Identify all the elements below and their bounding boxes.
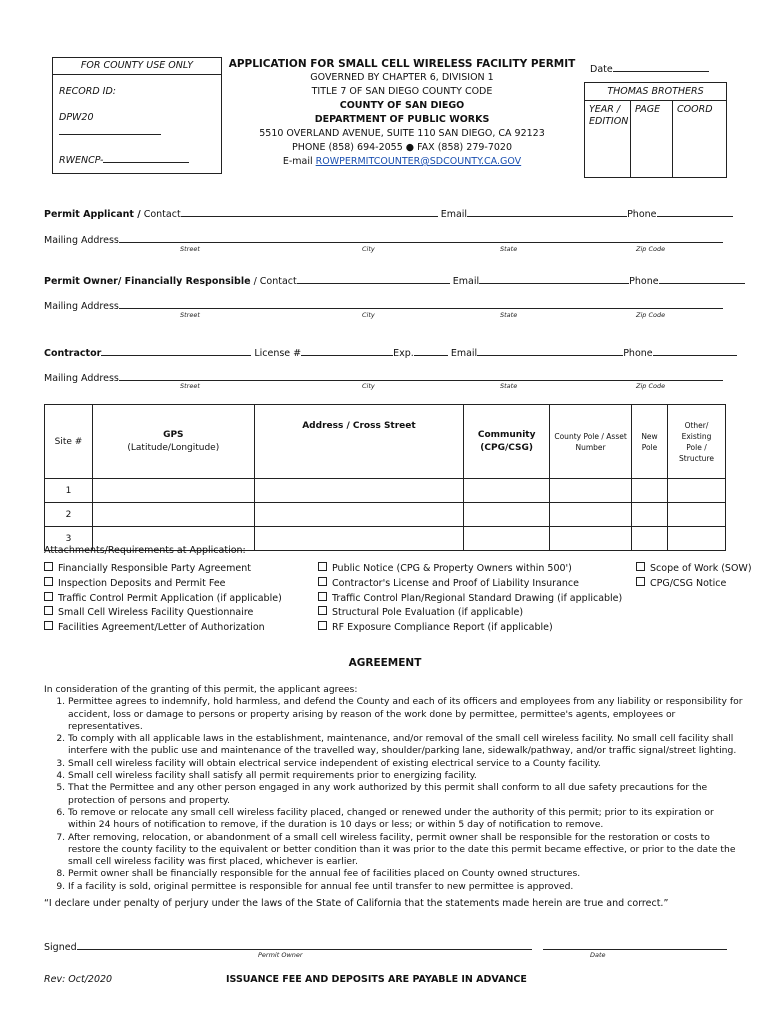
site-table bbox=[44, 404, 726, 551]
applicant-zip-sub: Zip Code bbox=[636, 245, 666, 253]
coord-cell[interactable]: COORD bbox=[677, 104, 713, 115]
agreement-item: 6. To remove or relocate any small cell wireless facility placed, changed or renewed under the authority of this permit; prior to its expiration or within 24 hours of notification to remove, if the duration is 10 days or less; or within 5 day of notification to remove. bbox=[68, 807, 744, 832]
address-cell[interactable] bbox=[254, 479, 464, 503]
declaration: “I declare under penalty of perjury under the laws of the State of California that the statements made herein are true and correct.” bbox=[44, 898, 669, 909]
header-county: COUNTY OF SAN DIEGO bbox=[339, 100, 465, 111]
owner-state-sub: State bbox=[500, 311, 518, 319]
signature-row bbox=[44, 938, 727, 953]
owner-email-field[interactable] bbox=[479, 272, 629, 284]
owner-mailing-row bbox=[44, 297, 723, 312]
license-field[interactable] bbox=[301, 344, 393, 356]
county-use-header: FOR COUNTY USE ONLY bbox=[53, 58, 221, 75]
county-use-box bbox=[52, 57, 222, 174]
contractor-city-sub: City bbox=[362, 382, 375, 390]
email-link[interactable]: ROWPERMITCOUNTER@SDCOUNTY.CA.GOV bbox=[315, 156, 522, 167]
record-id-label: RECORD ID: bbox=[59, 86, 116, 97]
header-phone: PHONE (858) 694-2055 ● FAX (858) 279-7020 bbox=[291, 142, 513, 153]
exp-field[interactable] bbox=[414, 344, 448, 356]
checkbox[interactable] bbox=[44, 562, 53, 571]
email-label: E-mail bbox=[282, 156, 313, 167]
header-address: 5510 OVERLAND AVENUE, SUITE 110 SAN DIEGO, CA 92123 bbox=[259, 128, 545, 139]
site-number: 3 bbox=[45, 527, 93, 551]
contractor-mailing-label: Mailing Address bbox=[44, 373, 119, 384]
signature-date-field[interactable] bbox=[543, 938, 727, 950]
applicant-state-sub: State bbox=[500, 245, 518, 253]
gps-header: GPS (Latitude/Longitude) bbox=[92, 405, 254, 479]
applicant-row bbox=[44, 205, 733, 220]
header-email-row bbox=[222, 155, 582, 169]
new-pole-header: New Pole bbox=[632, 405, 668, 479]
other-cell[interactable] bbox=[667, 503, 725, 527]
contractor-label: Contractor bbox=[44, 348, 102, 359]
applicant-label: Permit Applicant / bbox=[44, 209, 141, 220]
new-pole-cell[interactable] bbox=[632, 503, 668, 527]
contractor-row bbox=[44, 344, 737, 359]
attachment-item[interactable]: Traffic Control Permit Application (if applicable) bbox=[44, 592, 282, 604]
address-cell[interactable] bbox=[254, 527, 464, 551]
owner-phone-field[interactable] bbox=[659, 272, 745, 284]
thomas-brothers-box bbox=[584, 82, 727, 178]
contractor-zip-sub: Zip Code bbox=[636, 382, 666, 390]
owner-zip-sub: Zip Code bbox=[636, 311, 666, 319]
owner-row bbox=[44, 272, 745, 287]
contractor-street-sub: Street bbox=[180, 382, 200, 390]
attachment-item[interactable]: Facilities Agreement/Letter of Authorization bbox=[44, 621, 265, 633]
other-cell[interactable] bbox=[667, 527, 725, 551]
checkbox[interactable] bbox=[318, 621, 327, 630]
contractor-phone-label: Phone bbox=[623, 348, 653, 359]
agreement-item: 1. Permittee agrees to indemnify, hold harmless, and defend the County and each of its officers and employees from any liability or responsibility for accident, loss or damage to persons or property arising by reason of the work done by permittee, permittee's agents, employees or representatives. bbox=[68, 696, 744, 733]
agreement-body bbox=[44, 684, 744, 893]
attachment-item[interactable]: Financially Responsible Party Agreement bbox=[44, 562, 251, 574]
attachment-item[interactable]: Contractor's License and Proof of Liability Insurance bbox=[318, 577, 579, 589]
agreement-item: 2. To comply with all applicable laws in the establishment, maintenance, and/or removal of the small cell wireless facility. No small cell facility shall interfere with the public use and maintenance of the travelled way, shoulder/parking lane, sidewalk/pathway, and/or traffic signal/street lighting. bbox=[68, 733, 744, 758]
new-pole-cell[interactable] bbox=[632, 479, 668, 503]
permit-owner-sub: Permit Owner bbox=[258, 951, 303, 959]
rwencp-field[interactable] bbox=[103, 151, 189, 163]
checkbox[interactable] bbox=[318, 606, 327, 615]
site-table-header bbox=[45, 405, 726, 479]
gps-cell[interactable] bbox=[92, 479, 254, 503]
community-header: Community (CPG/CSG) bbox=[464, 405, 550, 479]
community-cell[interactable] bbox=[464, 479, 550, 503]
applicant-contact-label: Contact bbox=[143, 209, 181, 220]
header-line-2: GOVERNED BY CHAPTER 6, DIVISION 1 bbox=[310, 72, 494, 83]
dpw-label: DPW20 bbox=[59, 112, 94, 123]
agreement-item: 8. Permit owner shall be financially responsible for the annual fee of facilities placed on County owned structures. bbox=[68, 868, 744, 880]
applicant-street-sub: Street bbox=[180, 245, 200, 253]
agreement-list bbox=[44, 696, 744, 893]
owner-contact-field[interactable] bbox=[297, 272, 450, 284]
community-cell[interactable] bbox=[464, 527, 550, 551]
date-row bbox=[590, 60, 709, 75]
site-number: 2 bbox=[45, 503, 93, 527]
contractor-mailing-row bbox=[44, 369, 723, 384]
header-department: DEPARTMENT OF PUBLIC WORKS bbox=[314, 114, 490, 125]
contractor-mailing-field[interactable] bbox=[119, 369, 723, 381]
thomas-brothers-title: THOMAS BROTHERS bbox=[585, 83, 726, 101]
other-cell[interactable] bbox=[667, 479, 725, 503]
new-pole-cell[interactable] bbox=[632, 527, 668, 551]
rwencp-label: RWENCP- bbox=[59, 155, 104, 166]
table-row bbox=[45, 503, 726, 527]
owner-street-sub: Street bbox=[180, 311, 200, 319]
checkbox[interactable] bbox=[636, 577, 645, 586]
contractor-name-field[interactable] bbox=[101, 344, 251, 356]
contractor-phone-field[interactable] bbox=[653, 344, 737, 356]
attachments-title: Attachments/Requirements at Application: bbox=[44, 545, 246, 556]
agreement-item: 7. After removing, relocation, or abandonment of a small cell wireless facility, permit owner shall be responsible for the restoration or costs to restore the county facility to the equivalent or better condition than it was prior to the date this permit became effective, or prior to the date the small cell wireless facility was first placed, whichever is earlier. bbox=[68, 832, 744, 869]
exp-label: Exp. bbox=[393, 348, 414, 359]
attachment-item[interactable]: Inspection Deposits and Permit Fee bbox=[44, 577, 226, 589]
owner-mailing-label: Mailing Address bbox=[44, 301, 119, 312]
site-number: 1 bbox=[45, 479, 93, 503]
table-row bbox=[45, 479, 726, 503]
date-sub: Date bbox=[590, 951, 606, 959]
form-title: APPLICATION FOR SMALL CELL WIRELESS FACILITY PERMIT bbox=[228, 58, 576, 70]
applicant-phone-label: Phone bbox=[627, 209, 657, 220]
revision-label: Rev: Oct/2020 bbox=[44, 974, 113, 985]
applicant-mailing-label: Mailing Address bbox=[44, 235, 119, 246]
attachment-item[interactable]: Traffic Control Plan/Regional Standard Drawing (if applicable) bbox=[318, 592, 622, 604]
agreement-title: AGREEMENT bbox=[348, 657, 422, 669]
owner-city-sub: City bbox=[362, 311, 375, 319]
date-label: Date bbox=[590, 64, 613, 75]
agreement-item: 5. That the Permittee and any other person engaged in any work authorized by this permit shall conform to all due safety precautions for the protection of persons and property. bbox=[68, 782, 744, 807]
checkbox[interactable] bbox=[44, 592, 53, 601]
form-header bbox=[222, 57, 582, 169]
dpw-field[interactable] bbox=[59, 134, 161, 135]
applicant-city-sub: City bbox=[362, 245, 375, 253]
applicant-email-field[interactable] bbox=[467, 205, 627, 217]
owner-label: Permit Owner/ Financially Responsible bbox=[44, 276, 251, 287]
pole-cell[interactable] bbox=[550, 503, 632, 527]
pole-cell[interactable] bbox=[550, 479, 632, 503]
applicant-phone-field[interactable] bbox=[657, 205, 733, 217]
rwencp-row bbox=[59, 151, 189, 166]
attachment-item[interactable]: Structural Pole Evaluation (if applicable) bbox=[318, 606, 523, 618]
page-cell[interactable]: PAGE bbox=[631, 101, 673, 177]
agreement-item: 9. If a facility is sold, original permittee is responsible for annual fee until transfer to new permittee is approved. bbox=[68, 881, 744, 893]
checkbox[interactable] bbox=[636, 562, 645, 571]
attachment-item[interactable]: RF Exposure Compliance Report (if applicable) bbox=[318, 621, 553, 633]
gps-cell[interactable] bbox=[92, 503, 254, 527]
agreement-item: 4. Small cell wireless facility shall satisfy all permit requirements prior to energizing facility. bbox=[68, 770, 744, 782]
pole-cell[interactable] bbox=[550, 527, 632, 551]
owner-contact-label: / Contact bbox=[253, 276, 297, 287]
owner-mailing-field[interactable] bbox=[119, 297, 723, 309]
date-field[interactable] bbox=[613, 60, 709, 72]
year-edition-cell[interactable]: YEAR / EDITION bbox=[585, 101, 631, 177]
checkbox[interactable] bbox=[318, 562, 327, 571]
address-header: Address / Cross Street bbox=[254, 405, 464, 479]
checkbox[interactable] bbox=[44, 621, 53, 630]
checkbox[interactable] bbox=[318, 577, 327, 586]
fee-notice: ISSUANCE FEE AND DEPOSITS ARE PAYABLE IN ADVANCE bbox=[226, 974, 527, 985]
attachment-item[interactable]: Scope of Work (SOW) bbox=[636, 562, 752, 574]
applicant-mailing-field[interactable] bbox=[119, 231, 723, 243]
site-number-header: Site # bbox=[45, 405, 93, 479]
checkbox[interactable] bbox=[44, 577, 53, 586]
contractor-email-field[interactable] bbox=[477, 344, 623, 356]
contractor-email-label: Email bbox=[450, 348, 478, 359]
owner-email-label: Email bbox=[452, 276, 480, 287]
agreement-item: 3. Small cell wireless facility will obtain electrical service independent of existing electrical service to a County facility. bbox=[68, 758, 744, 770]
attachment-item[interactable]: Public Notice (CPG & Property Owners within 500') bbox=[318, 562, 572, 574]
header-line-3: TITLE 7 OF SAN DIEGO COUNTY CODE bbox=[311, 86, 493, 97]
applicant-email-label: Email bbox=[440, 209, 468, 220]
address-cell[interactable] bbox=[254, 503, 464, 527]
signature-field[interactable] bbox=[77, 938, 532, 950]
owner-phone-label: Phone bbox=[629, 276, 659, 287]
license-label: License # bbox=[254, 348, 302, 359]
attachment-item[interactable]: Small Cell Wireless Facility Questionnaire bbox=[44, 606, 253, 618]
other-pole-header: Other/ Existing Pole / Structure bbox=[667, 405, 725, 479]
checkbox[interactable] bbox=[44, 606, 53, 615]
county-pole-header: County Pole / Asset Number bbox=[550, 405, 632, 479]
community-cell[interactable] bbox=[464, 503, 550, 527]
signed-label: Signed bbox=[44, 942, 77, 953]
applicant-contact-field[interactable] bbox=[181, 205, 438, 217]
contractor-state-sub: State bbox=[500, 382, 518, 390]
applicant-mailing-row bbox=[44, 231, 723, 246]
attachment-item[interactable]: CPG/CSG Notice bbox=[636, 577, 726, 589]
agreement-intro: In consideration of the granting of this permit, the applicant agrees: bbox=[44, 684, 358, 695]
checkbox[interactable] bbox=[318, 592, 327, 601]
